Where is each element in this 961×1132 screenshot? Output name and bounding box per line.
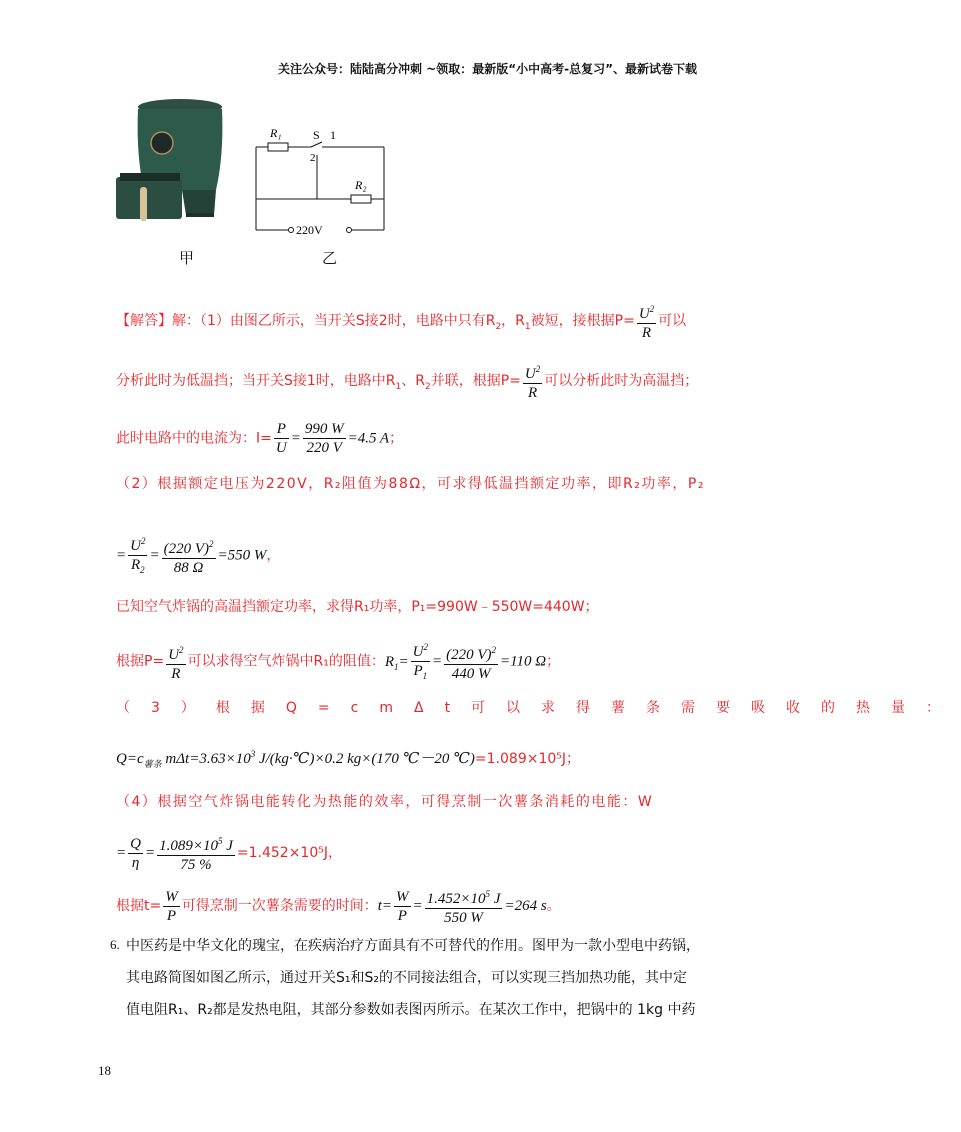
caption-jia: 甲 [179,249,195,267]
answer-line-12: 根据t= $\frac{W}{P}$ 可得烹制一次薯条需要的时间：t= $\frac{W}{P}$ = $\frac{1.452\times 10^5 J}{550 W}$ =264 s。 [116,885,561,927]
answer-line-3: 此时电路中的电流为：I= $\frac{P}{U}$ = $\frac{990 W}{220 V}$ =4.5 A； [116,421,404,456]
figure-area [110,95,410,270]
air-fryer-image [116,99,222,221]
question-line-1: 中医药是中华文化的瑰宝，在疾病治疗方面具有不可替代的作用。图甲为一款小型电中药锅， [126,938,700,954]
question-line-3: 值电阻R₁、R₂都是发热电阻，其部分参数如表图丙所示。在某次工作中，把锅中的 1kg 中药 [126,1002,696,1018]
switch-pos2-label: 2 [310,152,316,164]
answer-line-9: $Q=c_{薯条}$ $m\Delta t=3.63\times 10^3$ J/(kg·℃)×0.2 kg×(170 ℃－20 ℃)=1.089×10⁵J； [116,749,581,769]
page-header: 关注公众号：陆陆高分冲刺 ~领取：最新版“小中高考-总复习”、最新试卷下载 [278,62,697,76]
answer-line-8: （3）根据Q=cmΔt可以求得薯条需要吸收的热量： [116,700,961,716]
answer-line-11: = $\frac{Q}{\eta}$ = $\frac{1.089\times 10^5 J}{75 \%}$ =1.452×10⁵J， [116,832,342,874]
answer-line-2: 分析此时为低温挡；当开关S接1时，电路中$R_1$、$R_2$并联，根据P= $\frac{U^2}{R}$ 可以分析此时为高温挡； [116,360,698,402]
page-number: 18 [98,1063,111,1078]
question-line-2: 其电路简图如图乙所示，通过开关S₁和S₂的不同接法组合，可以实现三挡加热功能，其中定 [126,970,687,986]
caption-yi: 乙 [322,249,338,267]
question-number: 6. [110,937,120,952]
figure-illustration [110,95,410,270]
answer-line-5: = $\frac{U^2}{R_2}$ = $\frac{(220 V)^2}{88 \Omega}$ =550 W， [116,532,280,579]
voltage-label: 220V [296,223,323,237]
answer-line-10: （4）根据空气炸锅电能转化为热能的效率，可得烹制一次薯条消耗的电能：W [116,794,654,810]
switch-pos1-label: 1 [330,128,336,142]
answer-line-1: 【解答】解：（1）由图乙所示，当开关S接2时，电路中只有$R_2$，$R_1$被短，接根据P= $\frac{U^2}{R}$ 可以 [116,300,686,342]
r1-label: R₁ [270,126,282,140]
answer-line-7: 根据P= $\frac{U^2}{R}$ 可以求得空气炸锅中R₁的阻值：$R_1=$ $\frac{U^2}{P_1}$ = $\frac{(220 V)^2}{440 W}$ =110 Ω； [116,638,560,685]
switch-label: S [313,128,320,142]
answer-line-4: （2）根据额定电压为220V，R₂阻值为88Ω，可求得低温挡额定功率，即R₂功率，P₂ [116,476,705,492]
r2-label: R₂ [355,178,367,192]
answer-line-6: 已知空气炸锅的高温挡额定功率，求得R₁功率，P₁=990W﹣550W=440W； [116,599,599,615]
